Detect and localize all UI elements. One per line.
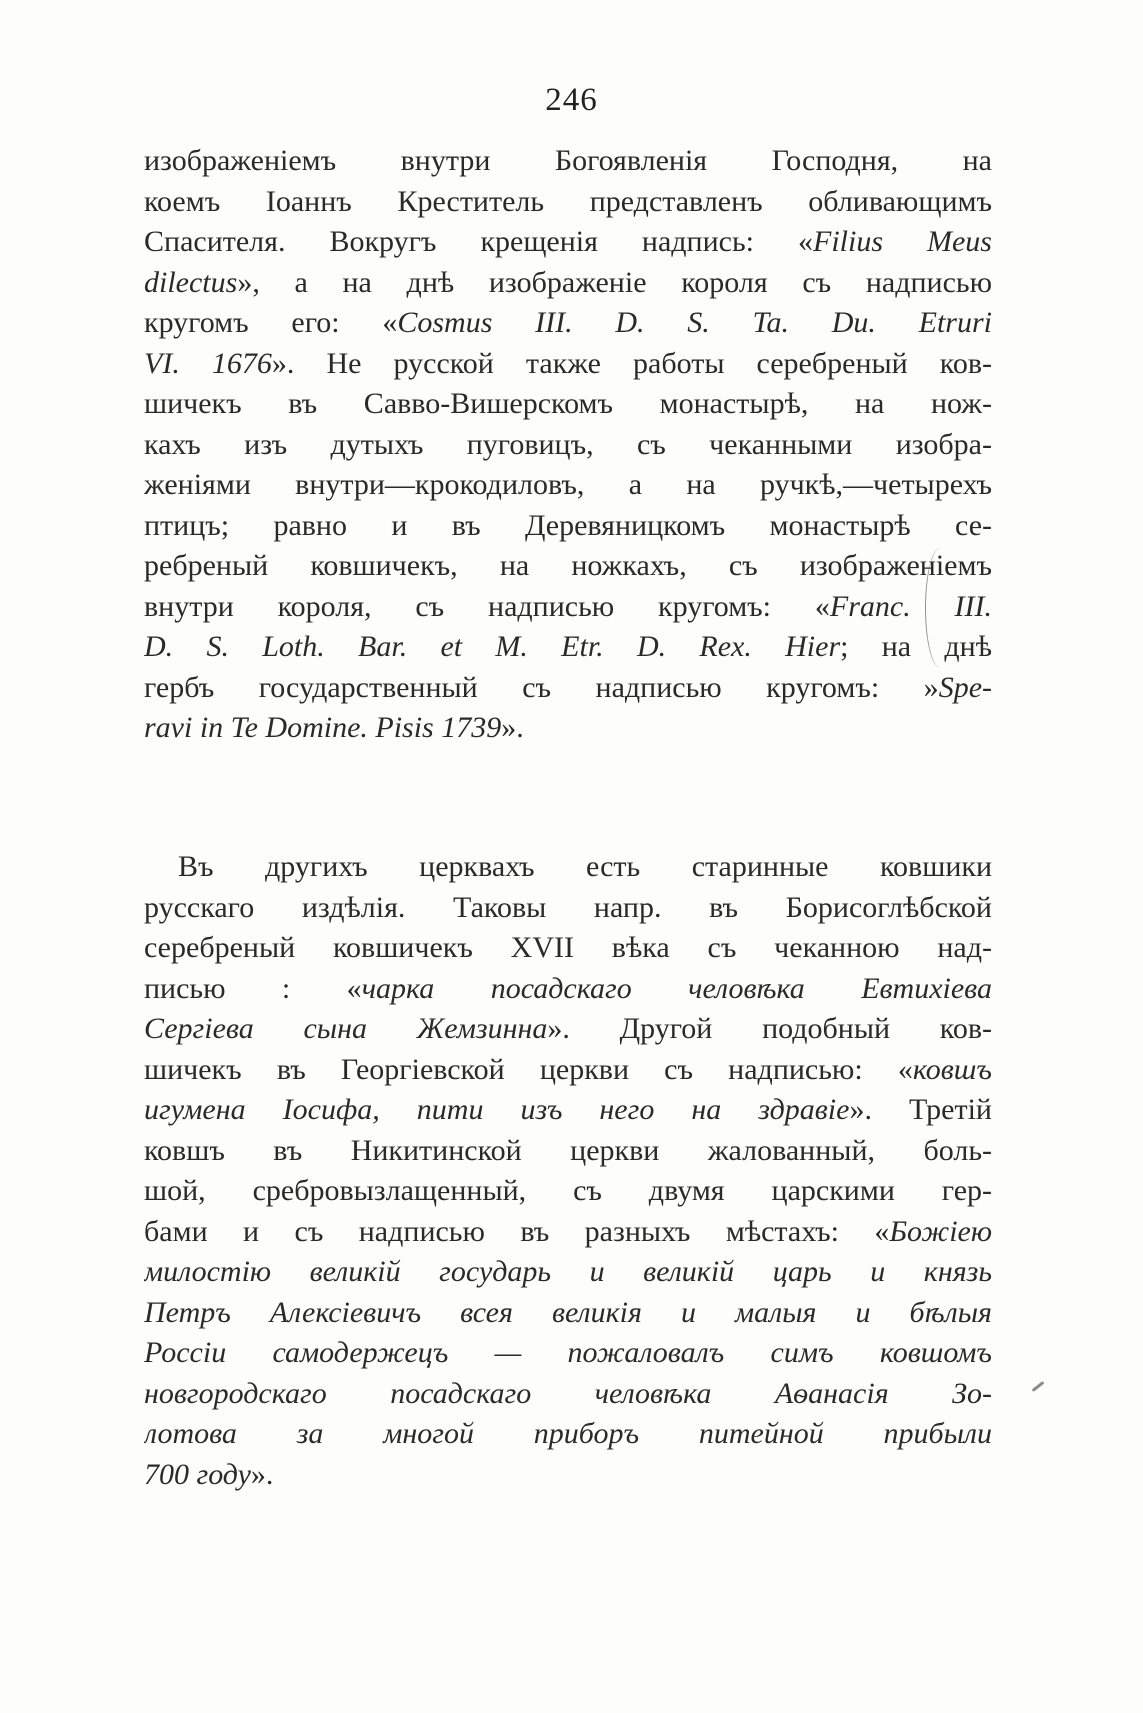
latin-inscription: VI. 1676 — [144, 346, 272, 380]
text-line: dilectus», а на днѣ изображеніе короля съ надписью — [144, 265, 992, 299]
paragraph-2 — [144, 847, 992, 1495]
text-line: шичекъ въ Георгіевской церкви съ надписью: «ковшъ — [144, 1052, 992, 1086]
text-line: VI. 1676». Не русской также работы серебреный ков- — [144, 346, 992, 380]
latin-inscription: ravi in Te Domine. Pisis 1739 — [144, 711, 502, 744]
text-line: внутри короля, съ надписью кругомъ: «Franc. III. — [144, 589, 992, 623]
text-line: кахъ изъ дутыхъ пуговицъ, съ чеканными изобра- — [144, 427, 992, 461]
text-line: кругомъ его: «Cosmus III. D. S. Ta. Du. Etruri — [144, 306, 992, 339]
latin-inscription: dilectus — [144, 265, 238, 299]
text-line: коемъ Іоаннъ Креститель представленъ обливающимъ — [144, 184, 992, 218]
text-line: шичекъ въ Савво-Вишерскомъ монастырѣ, на нож- — [144, 387, 992, 420]
slavonic-inscription: чарка посадскаго человѣка Евтихіева — [361, 971, 992, 1005]
text-line: Сергіева сына Жемзинна». Другой подобный ков- — [144, 1012, 992, 1045]
latin-inscription: Cosmus III. D. S. Ta. Du. Etruri — [397, 306, 992, 339]
text-line: Россіи самодержецъ — пожаловалъ симъ ковшомъ — [144, 1336, 992, 1369]
text-line: милостію великій государь и великій царь и князь — [144, 1255, 992, 1288]
latin-inscription: Franc. III. — [829, 589, 992, 623]
text-line: лотова за многой приборъ питейной прибыли — [144, 1417, 992, 1450]
latin-inscription: Filius Meus — [813, 225, 992, 258]
slavonic-inscription: Сергіева сына Жемзинна — [144, 1012, 548, 1045]
text-line: игумена Іосифа, пити изъ него на здравіе». Третій — [144, 1093, 992, 1126]
text-line: Въ другихъ церквахъ есть старинные ковшики — [178, 850, 992, 883]
text-line: 700 году». — [144, 1457, 274, 1491]
text-line: шой, сребровызлащенный, съ двумя царскими гер- — [144, 1174, 992, 1207]
text-line: новгородскаго посадскаго человѣка Аѳанасія Зо- — [144, 1376, 992, 1410]
text-line: птицъ; равно и въ Деревяницкомъ монастырѣ се- — [144, 508, 992, 542]
text-line: женіями внутри—крокодиловъ, а на ручкѣ,—четырехъ — [144, 468, 992, 501]
text-line: писью : «чарка посадскаго человѣка Евтихіева — [144, 971, 992, 1005]
text-line: изображеніемъ внутри Богоявленія Господня, на — [144, 144, 992, 177]
latin-inscription: Spe- — [938, 670, 992, 704]
text-line: Спасителя. Вокругъ крещенія надпись: «Filius Meus — [144, 225, 992, 258]
text-line: гербъ государственный съ надписью кругомъ: »Spe- — [144, 670, 992, 704]
text-line: бами и съ надписью въ разныхъ мѣстахъ: «Божіею — [144, 1214, 992, 1248]
latin-inscription: D. S. Loth. Bar. et M. Etr. D. Rex. Hier — [144, 630, 841, 663]
slavonic-inscription: 700 году — [144, 1457, 251, 1491]
paragraph-1 — [144, 141, 992, 749]
slavonic-inscription: игумена Іосифа, пити изъ него на здравіе — [144, 1093, 850, 1126]
text-line: серебреный ковшичекъ XVII вѣка съ чеканною над- — [144, 931, 992, 964]
text-line: русскаго издѣлія. Таковы напр. въ Борисоглѣбской — [144, 890, 992, 924]
slavonic-inscription: Божіею — [889, 1214, 992, 1248]
margin-pencil-mark — [925, 548, 956, 668]
text-line: D. S. Loth. Bar. et M. Etr. D. Rex. Hier; на днѣ — [144, 630, 992, 663]
text-line: ковшъ въ Никитинской церкви жалованный, боль- — [144, 1133, 992, 1167]
text-line: Петръ Алексіевичъ всея великія и малыя и бѣлыя — [144, 1295, 992, 1329]
page-number: 246 — [545, 82, 598, 118]
scan-speck — [1032, 1381, 1045, 1392]
slavonic-inscription: ковшъ — [912, 1052, 992, 1086]
text-line: ребреный ковшичекъ, на ножкахъ, съ изображеніемъ — [144, 549, 992, 582]
text-line: ravi in Te Domine. Pisis 1739». — [144, 711, 524, 744]
